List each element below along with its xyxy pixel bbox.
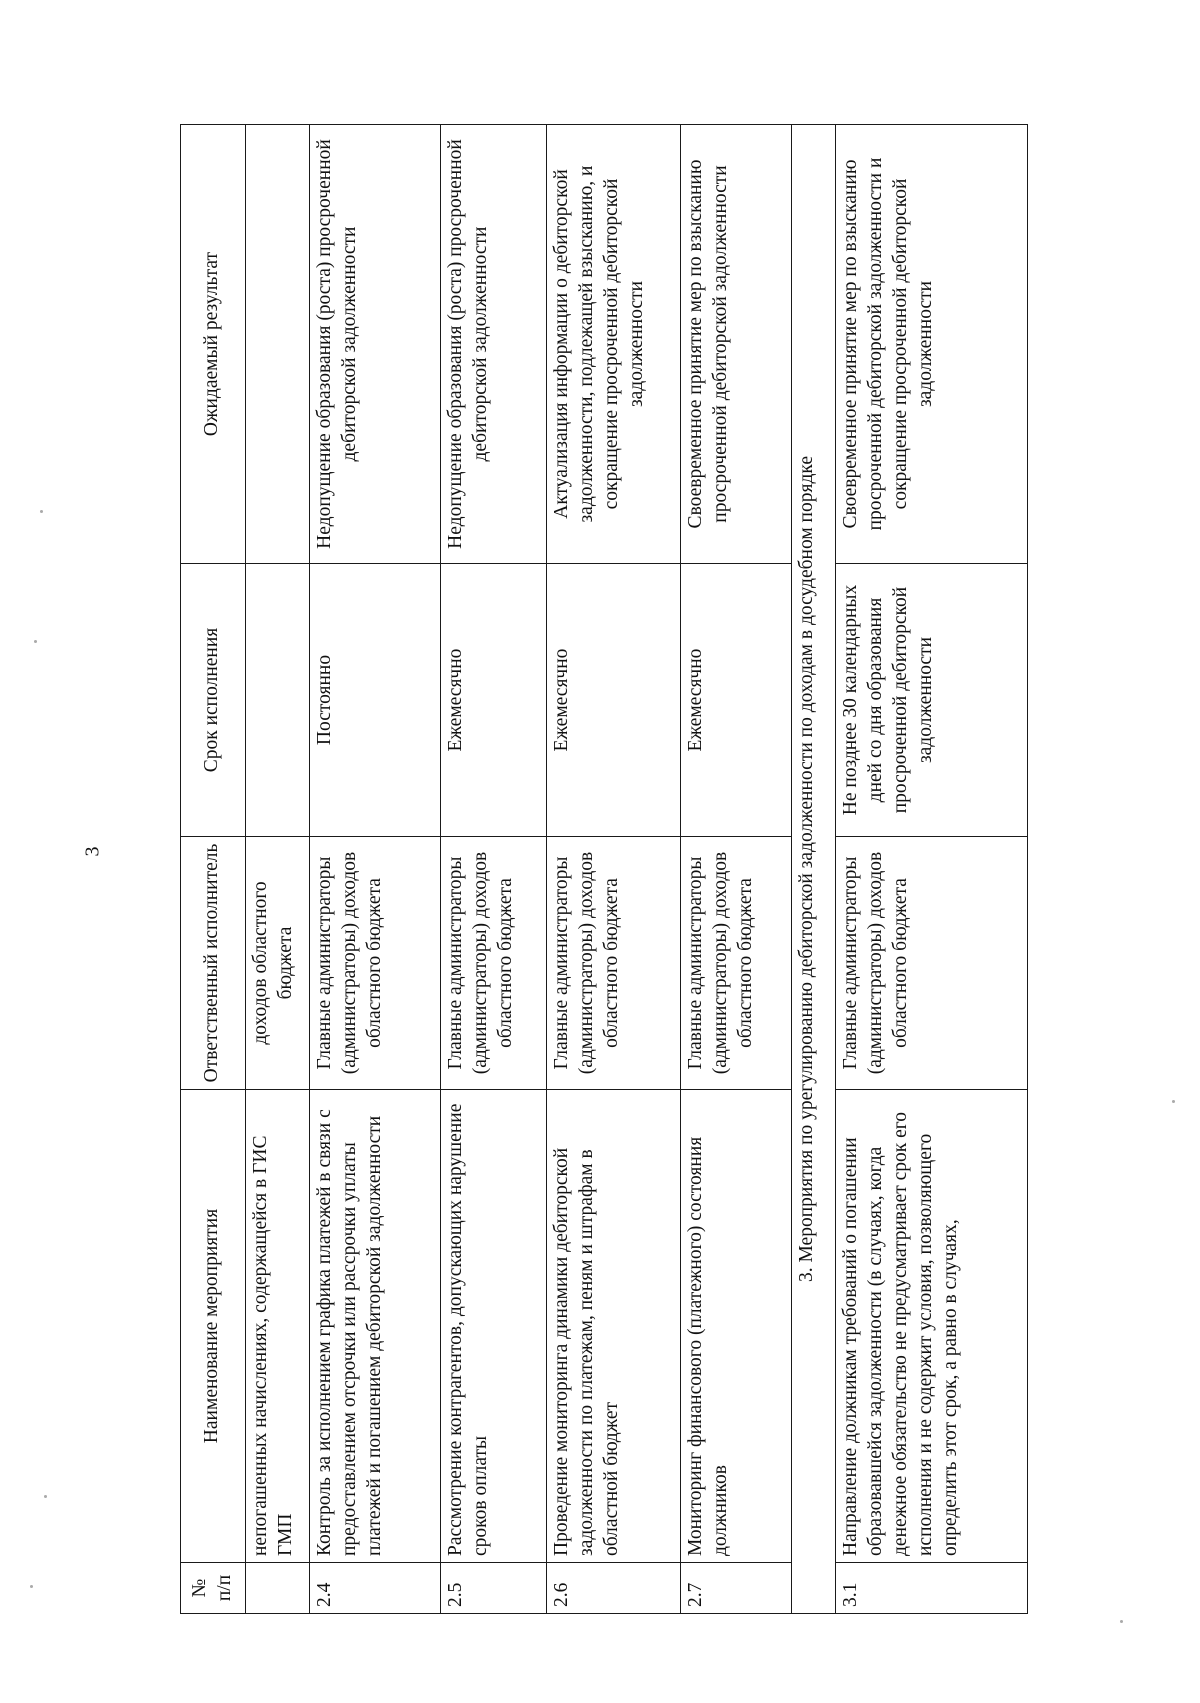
header-name: Наименование мероприятия xyxy=(181,1090,246,1563)
cell-responsible: Главные администраторы (администраторы) доходов областного бюджета xyxy=(680,837,791,1090)
header-result: Ожидаемый результат xyxy=(181,125,246,564)
cell-result: Недопущение образования (роста) просроченной дебиторской задолженности xyxy=(310,125,441,564)
scan-speck xyxy=(30,1585,33,1588)
cell-result: Недопущение образования (роста) просроченной дебиторской задолженности xyxy=(441,125,547,564)
section-3-title: 3. Мероприятия по урегулированию дебиторской задолженности по доходам в досудебном порядке xyxy=(791,125,835,1614)
cell-result: Своевременное принятие мер по взысканию просроченной дебиторской задолженности и сокращение просроченной дебиторской задолженности xyxy=(836,125,1028,564)
table-header-row xyxy=(181,125,246,1614)
table-row xyxy=(836,125,1028,1614)
cell-term: Постоянно xyxy=(310,564,441,837)
header-term: Срок исполнения xyxy=(181,564,246,837)
table-row xyxy=(441,125,547,1614)
scan-speck xyxy=(34,640,37,643)
cell-result: Своевременное принятие мер по взысканию просроченной дебиторской задолженности xyxy=(680,125,791,564)
scan-speck xyxy=(40,510,43,513)
section-heading-row xyxy=(791,125,835,1614)
cell-term: Ежемесячно xyxy=(680,564,791,837)
table-row xyxy=(680,125,791,1614)
cell-num: 2.4 xyxy=(310,1563,441,1614)
cell-name: непогашенных начислениях, содержащейся в ГИС ГМП xyxy=(245,1090,310,1563)
cell-responsible: Главные администраторы (администраторы) доходов областного бюджета xyxy=(441,837,547,1090)
cell-name: Проведение мониторинга динамики дебиторской задолженности по платежам, пеням и штрафам в областной бюджет xyxy=(547,1090,680,1563)
table-row xyxy=(310,125,441,1614)
cell-result: Актуализация информации о дебиторской задолженности, подлежащей взысканию, и сокращение просроченной дебиторской задолженности xyxy=(547,125,680,564)
cell-num: 3.1 xyxy=(836,1563,1028,1614)
cell-name: Направление должникам требований о погашении образовавшейся задолженности (в случаях, когда денежное обязательство не предусматривает срок его исполнения и не содержит условия, позволяющего определить этот срок, а равно в случаях, xyxy=(836,1090,1028,1563)
scan-speck xyxy=(1120,1620,1123,1623)
table-row-continuation xyxy=(245,125,310,1614)
cell-result xyxy=(245,125,310,564)
cell-responsible: Главные администраторы (администраторы) доходов областного бюджета xyxy=(310,837,441,1090)
page-number: 3 xyxy=(81,846,104,857)
cell-name: Рассмотрение контрагентов, допускающих нарушение сроков оплаты xyxy=(441,1090,547,1563)
cell-num xyxy=(245,1563,310,1614)
header-num: № п/п xyxy=(181,1563,246,1614)
scan-speck xyxy=(44,1495,47,1498)
cell-term xyxy=(245,564,310,837)
header-responsible: Ответственный исполнитель xyxy=(181,837,246,1090)
cell-num: 2.5 xyxy=(441,1563,547,1614)
cell-name: Контроль за исполнением графика платежей в связи с предоставлением отсрочки или рассрочки уплаты платежей и погашением дебиторской задолженности xyxy=(310,1090,441,1563)
cell-num: 2.7 xyxy=(680,1563,791,1614)
rotated-table-wrapper xyxy=(180,124,1028,1614)
cell-responsible: доходов областного бюджета xyxy=(245,837,310,1090)
cell-term: Ежемесячно xyxy=(547,564,680,837)
scan-speck xyxy=(1172,1100,1175,1103)
table-row xyxy=(547,125,680,1614)
cell-responsible: Главные администраторы (администраторы) доходов областного бюджета xyxy=(547,837,680,1090)
cell-num: 2.6 xyxy=(547,1563,680,1614)
cell-term: Не позднее 30 календарных дней со дня образования просроченной дебиторской задолженности xyxy=(836,564,1028,837)
measures-table xyxy=(180,124,1028,1614)
cell-term: Ежемесячно xyxy=(441,564,547,837)
cell-responsible: Главные администраторы (администраторы) доходов областного бюджета xyxy=(836,837,1028,1090)
cell-name: Мониторинг финансового (платежного) состояния должников xyxy=(680,1090,791,1563)
